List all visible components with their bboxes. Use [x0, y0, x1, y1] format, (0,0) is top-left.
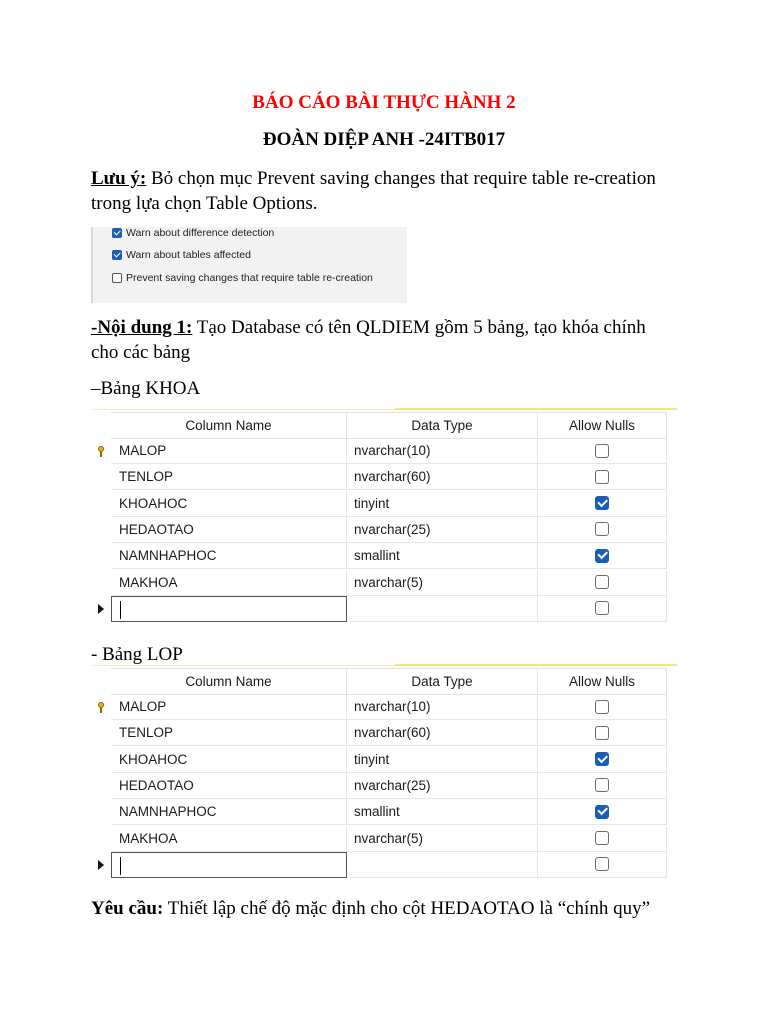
header-data-type[interactable]: Data Type — [347, 413, 538, 438]
row-selector[interactable] — [91, 570, 111, 596]
designer-tab-line — [91, 665, 395, 666]
row-selector[interactable] — [91, 438, 111, 464]
new-row[interactable] — [91, 852, 667, 878]
data-type-cell[interactable]: nvarchar(60) — [347, 720, 538, 746]
column-name-cell[interactable]: MALOP — [111, 694, 347, 720]
new-row[interactable] — [91, 596, 667, 622]
data-type-cell[interactable]: smallint — [347, 543, 538, 569]
table-row[interactable] — [91, 491, 667, 517]
requirement-text: Thiết lập chế độ mặc định cho cột HEDAOTAO là “chính quy” — [163, 898, 651, 919]
table-row[interactable] — [91, 438, 667, 464]
table-options-screenshot — [91, 227, 407, 303]
allow-nulls-cell[interactable] — [538, 747, 667, 773]
column-name-cell[interactable]: TENLOP — [111, 464, 347, 490]
option-label: Prevent saving changes that require table re-creation — [126, 272, 373, 284]
data-type-cell[interactable]: nvarchar(60) — [347, 464, 538, 490]
header-column-name[interactable]: Column Name — [111, 413, 347, 438]
data-type-cell[interactable]: nvarchar(10) — [347, 694, 538, 720]
checkbox-unchecked[interactable] — [595, 575, 609, 589]
checkbox-checked[interactable] — [595, 805, 609, 819]
column-name-cell[interactable]: TENLOP — [111, 720, 347, 746]
allow-nulls-cell[interactable] — [538, 464, 667, 490]
grid-header — [111, 668, 667, 695]
new-data-type-cell[interactable] — [347, 852, 538, 878]
data-type-cell[interactable]: nvarchar(5) — [347, 826, 538, 852]
new-column-name-input[interactable] — [111, 596, 347, 622]
data-type-cell[interactable]: smallint — [347, 799, 538, 825]
column-name-cell[interactable]: KHOAHOC — [111, 491, 347, 517]
checkbox-unchecked[interactable] — [595, 778, 609, 792]
option-label: Warn about difference detection — [126, 227, 275, 239]
designer-tab-line — [91, 409, 395, 410]
row-selector[interactable] — [91, 720, 111, 746]
allow-nulls-cell[interactable] — [538, 826, 667, 852]
current-row-arrow-icon — [98, 860, 104, 870]
header-allow-nulls[interactable]: Allow Nulls — [538, 669, 667, 694]
author-name: ĐOÀN DIỆP ANH -24ITB017 — [262, 129, 506, 150]
row-selector[interactable] — [91, 543, 111, 569]
row-selector[interactable] — [91, 852, 111, 878]
column-name-cell[interactable]: NAMNHAPHOC — [111, 543, 347, 569]
row-selector[interactable] — [91, 517, 111, 543]
content1-text-1: Tạo Database có tên QLDIEM gồm 5 bảng, tạo khóa chính — [192, 317, 646, 338]
column-name-cell[interactable]: HEDAOTAO — [111, 517, 347, 543]
table-designer-khoa — [91, 408, 677, 622]
data-type-cell[interactable]: nvarchar(5) — [347, 570, 538, 596]
primary-key-icon — [97, 702, 105, 713]
table1-caption: –Bảng KHOA — [91, 378, 201, 399]
checkbox-unchecked[interactable] — [595, 444, 609, 458]
table-row[interactable] — [91, 773, 667, 799]
checkbox-checked[interactable] — [112, 250, 122, 260]
primary-key-icon — [97, 446, 105, 457]
header-allow-nulls[interactable]: Allow Nulls — [538, 413, 667, 438]
table-row[interactable] — [91, 720, 667, 746]
allow-nulls-cell[interactable] — [538, 694, 667, 720]
table-designer-lop — [91, 664, 677, 878]
data-type-cell[interactable]: tinyint — [347, 491, 538, 517]
checkbox-unchecked[interactable] — [112, 273, 122, 283]
row-selector[interactable] — [91, 773, 111, 799]
content1-label: -Nội dung 1: — [91, 317, 193, 338]
note-text-1: Bỏ chọn mục Prevent saving changes that require table re-creation — [146, 168, 656, 189]
checkbox-checked[interactable] — [595, 549, 609, 563]
requirement-label: Yêu cầu: — [91, 898, 164, 919]
allow-nulls-cell[interactable] — [538, 517, 667, 543]
checkbox-unchecked[interactable] — [595, 831, 609, 845]
table-row[interactable] — [91, 799, 667, 825]
checkbox-unchecked[interactable] — [595, 522, 609, 536]
column-name-cell[interactable]: MAKHOA — [111, 826, 347, 852]
option-label: Warn about tables affected — [126, 249, 251, 261]
new-column-name-input[interactable] — [111, 852, 347, 878]
data-type-cell[interactable]: tinyint — [347, 747, 538, 773]
column-name-cell[interactable]: KHOAHOC — [111, 747, 347, 773]
content1-text-2: cho các bảng — [91, 342, 191, 363]
table-row[interactable] — [91, 517, 667, 543]
requirement-paragraph — [91, 896, 711, 921]
designer-tab-line — [395, 408, 677, 410]
option-warn-difference[interactable] — [112, 227, 274, 239]
header-column-name[interactable]: Column Name — [111, 669, 347, 694]
note-label: Lưu ý: — [91, 168, 147, 189]
checkbox-checked[interactable] — [112, 228, 122, 238]
data-type-cell[interactable]: nvarchar(10) — [347, 438, 538, 464]
allow-nulls-cell[interactable] — [538, 799, 667, 825]
option-prevent-saving[interactable] — [112, 272, 373, 284]
new-allow-nulls-cell[interactable] — [538, 596, 667, 622]
row-selector[interactable] — [91, 799, 111, 825]
table-row[interactable] — [91, 570, 667, 596]
column-name-cell[interactable]: NAMNHAPHOC — [111, 799, 347, 825]
option-warn-tables[interactable] — [112, 249, 251, 261]
checkbox-unchecked[interactable] — [595, 470, 609, 484]
checkbox-checked[interactable] — [595, 752, 609, 766]
report-title: BÁO CÁO BÀI THỰC HÀNH 2 — [252, 92, 516, 113]
checkbox-unchecked[interactable] — [595, 726, 609, 740]
allow-nulls-cell[interactable] — [538, 438, 667, 464]
table-row[interactable] — [91, 543, 667, 569]
checkbox-unchecked[interactable] — [595, 700, 609, 714]
row-selector[interactable] — [91, 826, 111, 852]
table-row[interactable] — [91, 464, 667, 490]
allow-nulls-cell[interactable] — [538, 570, 667, 596]
column-name-cell[interactable]: MAKHOA — [111, 570, 347, 596]
text-cursor — [120, 857, 121, 875]
allow-nulls-cell[interactable] — [538, 720, 667, 746]
row-selector[interactable] — [91, 694, 111, 720]
note-paragraph — [91, 166, 711, 216]
new-allow-nulls-cell[interactable] — [538, 852, 667, 878]
table-row[interactable] — [91, 826, 667, 852]
column-name-cell[interactable]: MALOP — [111, 438, 347, 464]
data-type-cell[interactable]: nvarchar(25) — [347, 773, 538, 799]
row-selector[interactable] — [91, 747, 111, 773]
row-selector[interactable] — [91, 596, 111, 622]
allow-nulls-cell[interactable] — [538, 773, 667, 799]
checkbox-unchecked[interactable] — [595, 857, 609, 871]
content1-paragraph — [91, 315, 711, 365]
designer-tab-line — [395, 664, 677, 666]
header-data-type[interactable]: Data Type — [347, 669, 538, 694]
row-selector[interactable] — [91, 464, 111, 490]
checkbox-checked[interactable] — [595, 496, 609, 510]
checkbox-unchecked[interactable] — [595, 601, 609, 615]
new-data-type-cell[interactable] — [347, 596, 538, 622]
table-row[interactable] — [91, 747, 667, 773]
table2-caption: - Bảng LOP — [91, 644, 183, 665]
allow-nulls-cell[interactable] — [538, 491, 667, 517]
note-text-2: trong lựa chọn Table Options. — [91, 193, 318, 214]
current-row-arrow-icon — [98, 604, 104, 614]
allow-nulls-cell[interactable] — [538, 543, 667, 569]
grid-header — [111, 412, 667, 439]
row-selector[interactable] — [91, 491, 111, 517]
text-cursor — [120, 601, 121, 619]
data-type-cell[interactable]: nvarchar(25) — [347, 517, 538, 543]
column-name-cell[interactable]: HEDAOTAO — [111, 773, 347, 799]
table-row[interactable] — [91, 694, 667, 720]
